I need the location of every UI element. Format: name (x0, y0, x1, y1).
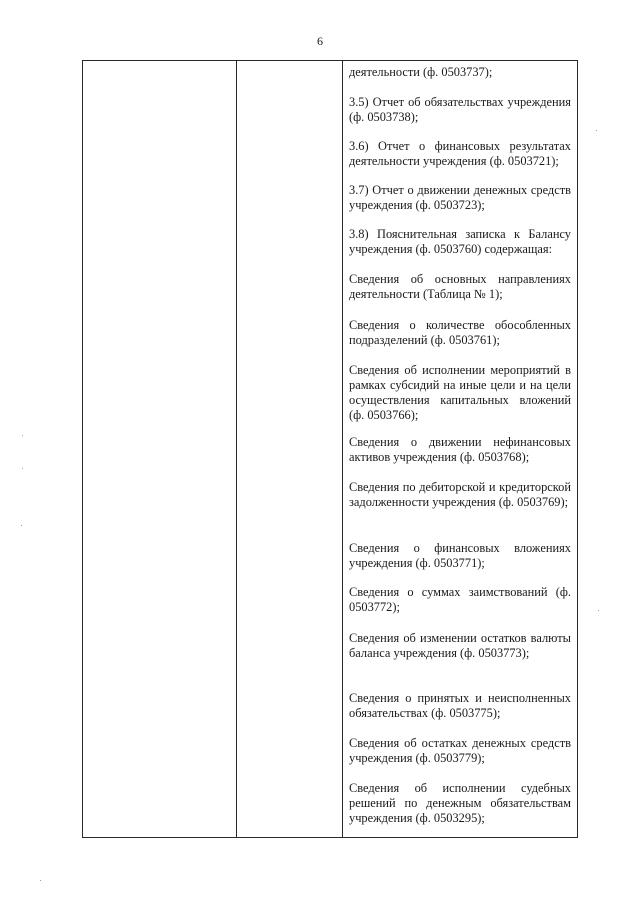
table-cell-text: Сведения об остатках денежных средств учреждения (ф. 0503779); (349, 736, 571, 765)
table-cell-text: 3.8) Пояснительная записка к Балансу учреждения (ф. 0503760) содержащая: (349, 227, 571, 256)
scan-speck (40, 880, 41, 881)
scan-speck (22, 435, 23, 436)
table-cell-text: Сведения о суммах заимствований (ф. 0503772); (349, 585, 571, 614)
scan-speck (21, 525, 22, 526)
table-cell-text: деятельности (ф. 0503737); (349, 65, 493, 79)
table-cell-text: Сведения о финансовых вложениях учреждения (ф. 0503771); (349, 541, 571, 570)
scan-speck (22, 468, 23, 469)
table-cell-text: Сведения по дебиторской и кредиторской задолженности учреждения (ф. 0503769); (349, 480, 571, 509)
document-table (82, 60, 578, 838)
table-cell-text: 3.5) Отчет об обязательствах учреждения (ф. 0503738); (349, 95, 571, 124)
table-cell-text: Сведения о движении нефинансовых активов учреждения (ф. 0503768); (349, 435, 571, 464)
table-cell-text: Сведения о принятых и неисполненных обязательствах (ф. 0503775); (349, 691, 571, 720)
table-cell-text: 3.6) Отчет о финансовых результатах деятельности учреждения (ф. 0503721); (349, 139, 571, 168)
table-column-2 (237, 61, 343, 837)
table-column-3 (343, 61, 577, 837)
table-cell-text: Сведения об основных направлениях деятельности (Таблица № 1); (349, 272, 571, 301)
table-cell-text: Сведения об исполнении судебных решений по денежным обязательствам учреждения (ф. 0503295); (349, 781, 571, 825)
table-cell-text: Сведения об изменении остатков валюты баланса учреждения (ф. 0503773); (349, 631, 571, 660)
scan-speck (596, 130, 597, 131)
page-number: 6 (317, 34, 323, 48)
table-cell-text: Сведения о количестве обособленных подразделений (ф. 0503761); (349, 318, 571, 347)
table-column-1 (83, 61, 237, 837)
scan-speck (598, 610, 599, 611)
table-cell-text: Сведения об исполнении мероприятий в рамках субсидий на иные цели и на цели осуществления капитальных вложений (ф. 0503766); (349, 363, 571, 422)
table-cell-text: 3.7) Отчет о движении денежных средств учреждения (ф. 0503723); (349, 183, 571, 212)
